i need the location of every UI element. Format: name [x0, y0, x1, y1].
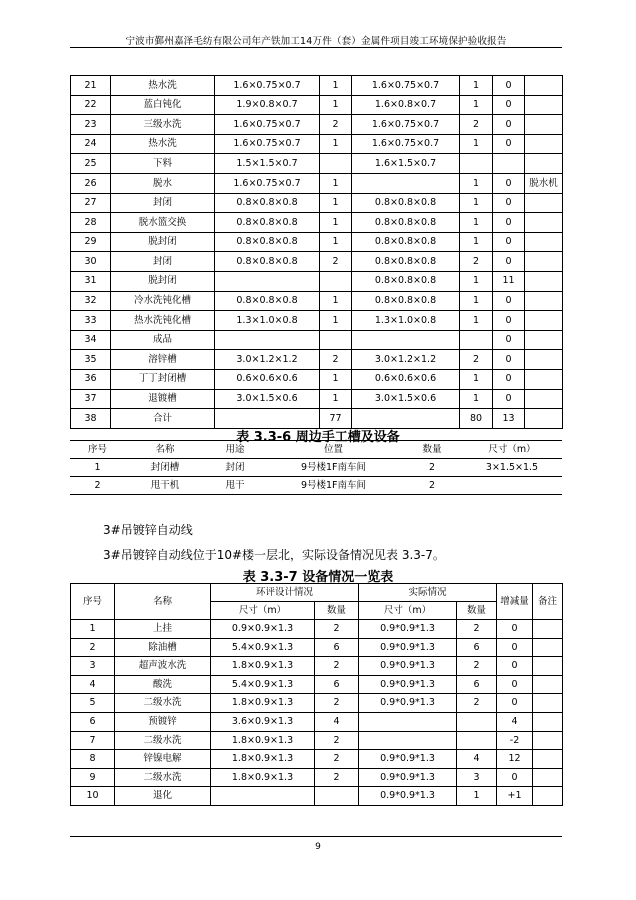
table-cell: 1 — [460, 389, 493, 409]
table-row — [70, 459, 562, 477]
table-cell: 2 — [315, 620, 359, 639]
table-cell: 1.8×0.9×1.3 — [211, 731, 315, 750]
col-header: 数量 — [402, 441, 462, 459]
table-cell: 2 — [71, 638, 115, 657]
table-cell: 0.6×0.6×0.6 — [215, 369, 320, 389]
table-cell: 甩干 — [205, 477, 265, 495]
table-cell — [359, 731, 457, 750]
table-row — [71, 731, 563, 750]
header-rule — [70, 47, 562, 48]
table-cell: 1.3×1.0×0.8 — [352, 311, 460, 331]
table-cell — [493, 154, 525, 174]
table-cell: 2 — [320, 115, 352, 135]
table-cell — [315, 787, 359, 806]
table-cell: 6 — [315, 638, 359, 657]
table-cell — [215, 330, 320, 350]
table-cell: 1 — [320, 369, 352, 389]
table-cell: 0.8×0.8×0.8 — [215, 213, 320, 233]
table-cell: 3×1.5×1.5 — [485, 461, 539, 473]
table-cell: 1.8×0.9×1.3 — [211, 750, 315, 769]
table-cell: 0.9*0.9*1.3 — [359, 694, 457, 713]
table-row — [71, 76, 563, 96]
table-row — [71, 389, 563, 409]
table-cell — [352, 173, 460, 193]
table-cell: 1 — [320, 193, 352, 213]
table-row — [71, 311, 563, 331]
table-cell: 2 — [315, 657, 359, 676]
col-header: 数量 — [315, 602, 359, 620]
table-row — [71, 134, 563, 154]
table-cell: 2 — [320, 252, 352, 272]
table-cell: 1 — [460, 232, 493, 252]
table-row — [71, 657, 563, 676]
table-header-row — [70, 441, 562, 459]
table-cell: 1 — [320, 311, 352, 331]
table-cell: 0 — [493, 95, 525, 115]
table-row — [71, 675, 563, 694]
table-cell: 1 — [320, 95, 352, 115]
table-cell — [525, 271, 563, 291]
table-cell — [460, 154, 493, 174]
table-cell: 封闭 — [111, 252, 215, 272]
table-cell — [215, 271, 320, 291]
table-cell: 0.8×0.8×0.8 — [215, 193, 320, 213]
table-cell: 0.9*0.9*1.3 — [359, 750, 457, 769]
table-cell — [460, 330, 493, 350]
table-cell: 4 — [497, 712, 533, 731]
col-header: 环评设计情况 — [211, 584, 359, 602]
table-cell: 0 — [493, 350, 525, 370]
table-cell: 4 — [71, 675, 115, 694]
table-cell: 0.9*0.9*1.3 — [359, 768, 457, 787]
table-cell: 1 — [460, 76, 493, 96]
table-cell: 1.6×1.5×0.7 — [352, 154, 460, 174]
table-cell: 5.4×0.9×1.3 — [211, 638, 315, 657]
table-row — [71, 638, 563, 657]
table-cell: 0 — [497, 675, 533, 694]
table-row — [71, 712, 563, 731]
col-header: 序号 — [71, 584, 115, 620]
table-cell — [533, 712, 563, 731]
table-cell: 0.8×0.8×0.8 — [352, 193, 460, 213]
table-cell — [320, 271, 352, 291]
table-row — [71, 694, 563, 713]
col-header: 名称 — [115, 584, 211, 620]
table-cell: 热水洗 — [111, 134, 215, 154]
table-cell: 22 — [71, 95, 111, 115]
table-cell: 退化 — [115, 787, 211, 806]
table-cell: 25 — [71, 154, 111, 174]
table-cell: 封闭槽 — [150, 461, 180, 473]
table-cell: 0 — [493, 311, 525, 331]
manual-tank-table — [70, 440, 562, 495]
table-cell — [462, 477, 562, 495]
table-cell — [533, 731, 563, 750]
table-cell: 0.8×0.8×0.8 — [215, 232, 320, 252]
table-cell: 1 — [71, 620, 115, 639]
table-cell: 29 — [71, 232, 111, 252]
table-row — [71, 252, 563, 272]
table-cell: 2 — [315, 750, 359, 769]
table-row — [71, 115, 563, 135]
col-header: 尺寸（m） — [211, 602, 315, 620]
table-cell: 80 — [460, 409, 493, 429]
table-cell: 23 — [71, 115, 111, 135]
table-cell: 2 — [457, 694, 497, 713]
table-cell: 6 — [457, 638, 497, 657]
table-cell: 封闭 — [225, 461, 245, 473]
table-cell: 0 — [493, 193, 525, 213]
table-cell: 2 — [315, 731, 359, 750]
table-cell: 0 — [497, 638, 533, 657]
table-cell — [525, 330, 563, 350]
table-row — [71, 750, 563, 769]
table-cell: 3.0×1.5×0.6 — [215, 389, 320, 409]
table-cell: 1 — [457, 787, 497, 806]
table-cell: 31 — [71, 271, 111, 291]
table-cell: 0 — [497, 694, 533, 713]
table-cell: 0 — [493, 134, 525, 154]
table-row — [71, 232, 563, 252]
table-cell: 二级水洗 — [115, 768, 211, 787]
table-cell: 1 — [320, 76, 352, 96]
table-cell: 封闭 — [111, 193, 215, 213]
table-cell: 退镀槽 — [111, 389, 215, 409]
table-cell — [525, 154, 563, 174]
table-cell: 13 — [493, 409, 525, 429]
col-header: 名称 — [125, 441, 205, 459]
table-cell: 9号楼1F南车间 — [265, 477, 402, 495]
table-cell: 3.0×1.5×0.6 — [352, 389, 460, 409]
table-row — [70, 477, 562, 495]
table-cell: 0 — [493, 291, 525, 311]
section-heading: 3#吊镀锌自动线 — [103, 523, 193, 537]
table-cell: 预镀锌 — [115, 712, 211, 731]
table-cell: 1.6×0.75×0.7 — [215, 115, 320, 135]
table-cell: 0.9*0.9*1.3 — [359, 657, 457, 676]
table-cell: 二级水洗 — [115, 731, 211, 750]
table-cell: 1 — [460, 369, 493, 389]
table-cell: 1.9×0.8×0.7 — [215, 95, 320, 115]
table-cell: 1.6×0.75×0.7 — [352, 76, 460, 96]
col-header: 用途 — [205, 441, 265, 459]
table-cell: 0 — [493, 369, 525, 389]
table-cell: 0 — [493, 115, 525, 135]
table-cell: 4 — [457, 750, 497, 769]
table-cell: 溶锌槽 — [111, 350, 215, 370]
table-cell — [525, 369, 563, 389]
table-cell: 0 — [493, 330, 525, 350]
table-cell: 3.0×1.2×1.2 — [352, 350, 460, 370]
table-cell: 6 — [457, 675, 497, 694]
col-header: 数量 — [457, 602, 497, 620]
table-cell: 2 — [320, 350, 352, 370]
table-cell: 0.8×0.8×0.8 — [352, 271, 460, 291]
table-cell — [525, 115, 563, 135]
table-cell — [525, 389, 563, 409]
table-cell: 21 — [71, 76, 111, 96]
col-header: 尺寸（m） — [359, 602, 457, 620]
table-row — [71, 173, 563, 193]
table-cell: 38 — [71, 409, 111, 429]
table-cell: 1 — [320, 173, 352, 193]
table-cell: 1.6×0.8×0.7 — [352, 95, 460, 115]
footer-rule — [70, 836, 562, 837]
table-cell — [525, 232, 563, 252]
table-cell: 0 — [493, 76, 525, 96]
table-row — [71, 291, 563, 311]
table-cell: 2 — [70, 477, 125, 495]
table-cell: 1.8×0.9×1.3 — [211, 768, 315, 787]
table-row — [71, 330, 563, 350]
table-cell: 0 — [493, 173, 525, 193]
table-cell — [533, 787, 563, 806]
table-cell: 脱水机 — [525, 173, 563, 193]
table-cell: 脱封闭 — [111, 232, 215, 252]
table-cell: 脱封闭 — [111, 271, 215, 291]
table-cell: 3.6×0.9×1.3 — [211, 712, 315, 731]
table-cell: 1.8×0.9×1.3 — [211, 657, 315, 676]
table-cell: 0.9*0.9*1.3 — [359, 675, 457, 694]
table-cell: 丁丁封闭槽 — [111, 369, 215, 389]
table-row — [71, 369, 563, 389]
table-cell: 33 — [71, 311, 111, 331]
table-cell: 24 — [71, 134, 111, 154]
table-cell: 11 — [493, 271, 525, 291]
table-cell: 36 — [71, 369, 111, 389]
table-cell: 成品 — [111, 330, 215, 350]
table-cell: 77 — [320, 409, 352, 429]
equipment-table-continued — [70, 75, 563, 429]
table-cell: 脱水 — [111, 173, 215, 193]
page-number: 9 — [315, 842, 321, 852]
table-cell — [320, 154, 352, 174]
table-cell: 2 — [315, 768, 359, 787]
table-cell: 1.6×0.75×0.7 — [215, 173, 320, 193]
table-cell: 7 — [71, 731, 115, 750]
table-cell: 1.5×1.5×0.7 — [215, 154, 320, 174]
table-row — [71, 768, 563, 787]
body-paragraph: 3#吊镀锌自动线位于10#楼一层北，实际设备情况见表 3.3-7。 — [103, 548, 445, 562]
table-cell: 1 — [460, 173, 493, 193]
table-cell: 1 — [460, 311, 493, 331]
table-cell: 1.3×1.0×0.8 — [215, 311, 320, 331]
table-cell — [320, 330, 352, 350]
table-row — [71, 213, 563, 233]
table-cell: 30 — [71, 252, 111, 272]
table-cell: 3 — [71, 657, 115, 676]
table-cell: 下料 — [111, 154, 215, 174]
table-row — [71, 787, 563, 806]
table-cell: 2 — [457, 657, 497, 676]
table-cell: 二级水洗 — [115, 694, 211, 713]
col-header: 备注 — [533, 584, 563, 620]
table-cell: 35 — [71, 350, 111, 370]
table-cell — [352, 330, 460, 350]
table-cell — [525, 95, 563, 115]
table-cell: -2 — [497, 731, 533, 750]
table-cell: 1.6×0.75×0.7 — [215, 76, 320, 96]
table-cell: 2 — [402, 477, 462, 495]
table-row — [71, 193, 563, 213]
table-cell: 1 — [460, 95, 493, 115]
table-cell — [525, 252, 563, 272]
table-cell — [457, 731, 497, 750]
table-3-3-7-caption: 表 3.3-7 设备情况一览表 — [242, 570, 394, 585]
table-cell: 0.9×0.9×1.3 — [211, 620, 315, 639]
table-cell: 3 — [457, 768, 497, 787]
table-cell: 1 — [460, 213, 493, 233]
table-cell — [457, 712, 497, 731]
table-cell: 蓝白钝化 — [111, 95, 215, 115]
table-cell: 8 — [71, 750, 115, 769]
table-cell — [525, 350, 563, 370]
table-cell — [533, 638, 563, 657]
table-header-row — [71, 584, 563, 602]
table-cell: 3.0×1.2×1.2 — [215, 350, 320, 370]
table-cell: 1 — [460, 193, 493, 213]
table-cell: 甩干机 — [125, 477, 205, 495]
table-cell: 0.8×0.8×0.8 — [352, 291, 460, 311]
table-cell: 1 — [320, 134, 352, 154]
table-cell: 9 — [71, 768, 115, 787]
table-cell: +1 — [497, 787, 533, 806]
table-cell: 5.4×0.9×1.3 — [211, 675, 315, 694]
table-cell: 合计 — [111, 409, 215, 429]
table-cell: 32 — [71, 291, 111, 311]
table-cell: 0 — [493, 389, 525, 409]
table-cell: 12 — [497, 750, 533, 769]
table-cell: 2 — [460, 115, 493, 135]
table-cell: 0.6×0.6×0.6 — [352, 369, 460, 389]
table-cell — [533, 750, 563, 769]
table-cell: 脱水篮交换 — [111, 213, 215, 233]
table-cell: 1 — [320, 291, 352, 311]
table-cell: 2 — [457, 620, 497, 639]
table-cell: 1 — [320, 213, 352, 233]
table-3-3-6-caption: 表 3.3-6 周边手工槽及设备 — [236, 430, 400, 445]
table-cell: 2 — [428, 461, 436, 473]
table-cell: 1 — [460, 271, 493, 291]
col-header: 实际情况 — [359, 584, 497, 602]
table-cell: 1 — [460, 291, 493, 311]
table-cell: 0 — [493, 232, 525, 252]
table-cell: 1 — [460, 134, 493, 154]
table-cell: 除油槽 — [115, 638, 211, 657]
table-cell: 9号楼1F南车间 — [300, 461, 367, 473]
table-cell: 2 — [315, 694, 359, 713]
table-cell: 28 — [71, 213, 111, 233]
col-header: 增减量 — [497, 584, 533, 620]
col-header: 尺寸（m） — [462, 441, 562, 459]
table-cell: 37 — [71, 389, 111, 409]
table-cell: 27 — [71, 193, 111, 213]
table-cell: 0.9*0.9*1.3 — [359, 787, 457, 806]
table-cell: 热水洗 — [111, 76, 215, 96]
table-cell: 0.8×0.8×0.8 — [215, 252, 320, 272]
table-cell: 6 — [71, 712, 115, 731]
col-header: 序号 — [70, 441, 125, 459]
table-cell: 冷水洗钝化槽 — [111, 291, 215, 311]
table-cell: 热水洗钝化槽 — [111, 311, 215, 331]
table-cell: 10 — [71, 787, 115, 806]
table-cell: 1.6×0.75×0.7 — [352, 134, 460, 154]
table-cell: 0.9*0.9*1.3 — [359, 620, 457, 639]
col-header: 位置 — [265, 441, 402, 459]
table-row — [71, 350, 563, 370]
table-cell: 0 — [493, 213, 525, 233]
table-cell: 26 — [71, 173, 111, 193]
table-cell — [525, 134, 563, 154]
table-cell: 0 — [497, 620, 533, 639]
table-cell: 6 — [315, 675, 359, 694]
table-cell — [533, 620, 563, 639]
table-cell: 0.8×0.8×0.8 — [352, 213, 460, 233]
table-cell: 2 — [460, 350, 493, 370]
table-cell: 1 — [94, 461, 101, 473]
table-cell: 0.8×0.8×0.8 — [352, 252, 460, 272]
table-cell: 0.9*0.9*1.3 — [359, 638, 457, 657]
table-cell — [525, 76, 563, 96]
table-cell — [359, 712, 457, 731]
table-cell — [211, 787, 315, 806]
table-row — [71, 620, 563, 639]
table-cell: 34 — [71, 330, 111, 350]
table-cell: 1.6×0.75×0.7 — [215, 134, 320, 154]
table-cell: 2 — [460, 252, 493, 272]
equipment-status-table — [70, 583, 563, 806]
table-cell: 0 — [493, 252, 525, 272]
table-cell — [525, 311, 563, 331]
page-header: 宁波市鄞州嘉泽毛纺有限公司年产铁加工14万件（套）金属件项目竣工环境保护验收报告 — [125, 36, 507, 47]
table-cell — [533, 657, 563, 676]
table-cell — [533, 694, 563, 713]
table-cell: 超声波水洗 — [115, 657, 211, 676]
table-cell: 1 — [320, 232, 352, 252]
table-row — [71, 95, 563, 115]
table-cell: 锌镍电解 — [115, 750, 211, 769]
table-cell: 1.6×0.75×0.7 — [352, 115, 460, 135]
table-cell: 1.8×0.9×1.3 — [211, 694, 315, 713]
table-cell — [533, 675, 563, 694]
table-row — [71, 271, 563, 291]
table-cell: 0.8×0.8×0.8 — [352, 232, 460, 252]
table-cell: 1 — [320, 389, 352, 409]
table-cell: 4 — [315, 712, 359, 731]
table-cell: 上挂 — [115, 620, 211, 639]
table-cell: 酸洗 — [115, 675, 211, 694]
table-cell — [533, 768, 563, 787]
table-cell: 三级水洗 — [111, 115, 215, 135]
table-cell — [525, 291, 563, 311]
table-cell: 0 — [497, 657, 533, 676]
table-cell — [525, 193, 563, 213]
table-cell: 0.8×0.8×0.8 — [215, 291, 320, 311]
table-cell: 0 — [497, 768, 533, 787]
table-row — [71, 154, 563, 174]
table-cell: 5 — [71, 694, 115, 713]
table-cell — [525, 213, 563, 233]
